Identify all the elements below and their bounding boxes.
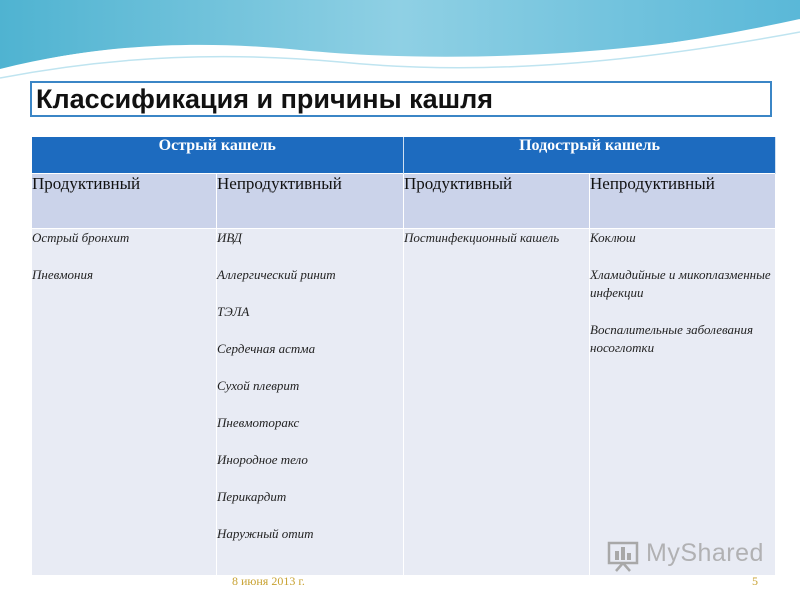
watermark-text: MyShared [646,539,764,567]
cause-item: Сердечная астма [217,341,316,356]
cause-item: Наружный отит [217,526,314,541]
subheader-productive-acute: Продуктивный [32,174,217,229]
cause-item: Острый бронхит [32,230,130,245]
page-number: 5 [752,574,758,588]
cause-item: Инородное тело [217,452,308,467]
cause-item: Сухой плеврит [217,378,300,393]
cause-item: Пневмоторакс [217,415,300,430]
cause-item: Воспалительные заболевания носоглотки [590,322,754,355]
header-subacute-cough: Подострый кашель [404,137,776,174]
causes-row [32,229,776,576]
cause-item: Хламидийные и микоплазменные инфекции [590,267,771,300]
cause-item: Аллергический ринит [217,267,336,282]
footer-date: 8 июня 2013 г. [232,574,305,588]
cause-item: Коклюш [590,230,636,245]
presentation-icon [606,537,642,573]
slide-title: Классификация и причины кашля [36,84,494,114]
causes-cell-col1 [32,229,217,576]
watermark-logo [606,537,766,573]
cause-item: ТЭЛА [217,304,250,319]
cause-item: ИВД [217,230,242,245]
subheader-nonproductive-acute: Непродуктивный [217,174,404,229]
header-acute-cough: Острый кашель [32,137,404,174]
title-box [30,81,772,117]
header-row-groups [32,137,776,174]
causes-cell-col4 [590,229,776,576]
header-row-types [32,174,776,229]
decorative-wave-banner [0,0,800,90]
cause-item: Перикардит [217,489,287,504]
cause-item: Пневмония [32,267,94,282]
subheader-nonproductive-subacute: Непродуктивный [590,174,776,229]
cause-item: Постинфекционный кашель [404,230,560,245]
causes-cell-col3 [404,229,590,576]
cough-classification-table [31,137,776,576]
subheader-productive-subacute: Продуктивный [404,174,590,229]
causes-cell-col2 [217,229,404,576]
